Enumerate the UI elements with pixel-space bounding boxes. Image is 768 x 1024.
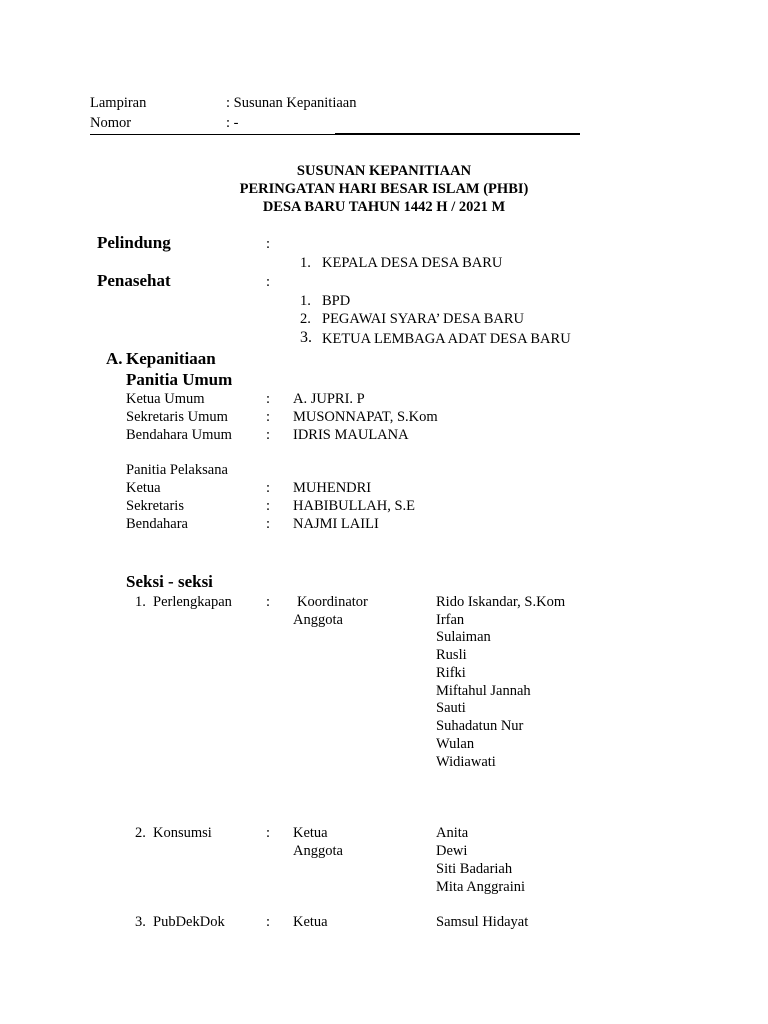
lampiran-label: Lampiran xyxy=(90,95,147,111)
seksi-lead-role: Ketua xyxy=(293,825,328,841)
pelaksana-name: HABIBULLAH, S.E xyxy=(293,498,416,514)
seksi-colon: : xyxy=(266,594,271,610)
seksi-name: PubDekDok xyxy=(153,914,225,930)
seksi-lead-role: Koordinator xyxy=(297,594,368,610)
section-prefix: A. xyxy=(106,349,123,368)
umum-colon: : xyxy=(266,427,271,443)
penasehat-item: BPD xyxy=(322,293,351,309)
seksi-member-role: Anggota xyxy=(293,612,343,628)
panitia-umum-heading: Panitia Umum xyxy=(126,370,233,389)
seksi-member: Mita Anggraini xyxy=(436,879,526,895)
seksi-number: 3. xyxy=(135,914,146,930)
pelaksana-role: Bendahara xyxy=(126,516,188,532)
umum-colon: : xyxy=(266,391,271,407)
seksi-name: Perlengkapan xyxy=(153,594,232,610)
title-line-3: DESA BARU TAHUN 1442 H / 2021 M xyxy=(262,199,506,215)
seksi-lead-role: Ketua xyxy=(293,914,328,930)
umum-name: IDRIS MAULANA xyxy=(293,427,409,443)
seksi-lead-name: Anita xyxy=(436,825,469,841)
umum-role: Bendahara Umum xyxy=(126,427,232,443)
pelindung-colon: : xyxy=(266,236,271,252)
pelaksana-colon: : xyxy=(266,498,271,514)
seksi-member: Sauti xyxy=(436,700,466,716)
lampiran-value: : Susunan Kepanitiaan xyxy=(226,95,357,111)
seksi-member: Dewi xyxy=(436,843,468,859)
umum-name: A. JUPRI. P xyxy=(293,391,365,407)
seksi-member: Widiawati xyxy=(436,754,496,770)
nomor-value: : - xyxy=(226,115,239,131)
seksi-member: Miftahul Jannah xyxy=(436,683,531,699)
seksi-member: Rifki xyxy=(436,665,466,681)
umum-role: Sekretaris Umum xyxy=(126,409,228,425)
penasehat-colon: : xyxy=(266,274,271,290)
seksi-member: Suhadatun Nur xyxy=(436,718,524,734)
seksi-lead-name: Rido Iskandar, S.Kom xyxy=(436,594,566,610)
kepanitiaan-heading: Kepanitiaan xyxy=(126,349,216,368)
pelindung-item: KEPALA DESA DESA BARU xyxy=(322,255,503,271)
umum-name: MUSONNAPAT, S.Kom xyxy=(293,409,438,425)
umum-colon: : xyxy=(266,409,271,425)
seksi-member-role: Anggota xyxy=(293,843,343,859)
seksi-lead-name: Samsul Hidayat xyxy=(436,914,529,930)
pelindung-label: Pelindung xyxy=(97,233,171,252)
penasehat-item-number: 3. xyxy=(300,329,312,346)
panitia-pelaksana-heading: Panitia Pelaksana xyxy=(126,462,228,478)
seksi-member: Irfan xyxy=(436,612,465,628)
seksi-number: 1. xyxy=(135,594,146,610)
seksi-name: Konsumsi xyxy=(153,825,212,841)
pelaksana-colon: : xyxy=(266,480,271,496)
penasehat-item: PEGAWAI SYARA’ DESA BARU xyxy=(322,311,524,327)
pelaksana-role: Sekretaris xyxy=(126,498,184,514)
penasehat-item: KETUA LEMBAGA ADAT DESA BARU xyxy=(322,331,571,347)
penasehat-label: Penasehat xyxy=(97,271,171,290)
nomor-label: Nomor xyxy=(90,115,132,131)
seksi-colon: : xyxy=(266,825,271,841)
header-rule-thick xyxy=(335,133,580,135)
umum-role: Ketua Umum xyxy=(126,391,205,407)
pelaksana-colon: : xyxy=(266,516,271,532)
seksi-number: 2. xyxy=(135,825,146,841)
seksi-member: Siti Badariah xyxy=(436,861,513,877)
penasehat-item-number: 2. xyxy=(300,311,311,327)
penasehat-item-number: 1. xyxy=(300,293,311,309)
seksi-member: Wulan xyxy=(436,736,475,752)
pelaksana-name: NAJMI LAILI xyxy=(293,516,379,532)
pelaksana-role: Ketua xyxy=(126,480,161,496)
title-line-1: SUSUNAN KEPANITIAAN xyxy=(296,163,472,179)
seksi-heading: Seksi - seksi xyxy=(126,572,213,591)
seksi-member: Sulaiman xyxy=(436,629,491,645)
pelindung-item-number: 1. xyxy=(300,255,311,271)
pelaksana-name: MUHENDRI xyxy=(293,480,372,496)
seksi-colon: : xyxy=(266,914,271,930)
title-line-2: PERINGATAN HARI BESAR ISLAM (PHBI) xyxy=(239,181,529,197)
seksi-member: Rusli xyxy=(436,647,467,663)
